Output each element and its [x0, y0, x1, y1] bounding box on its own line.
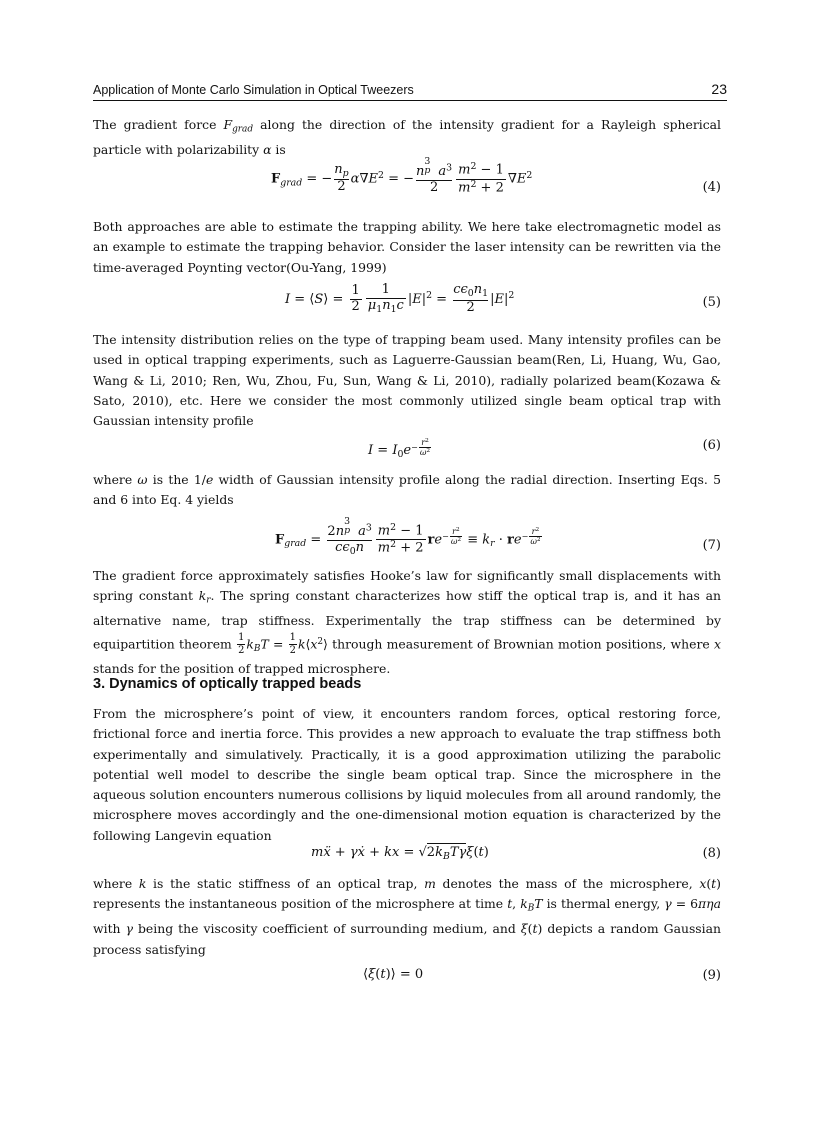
running-title: Application of Monte Carlo Simulation in Optical Tweezers	[93, 83, 414, 97]
equation-6-number: (6)	[702, 438, 721, 453]
paragraph-intensity-profiles: The intensity distribution relies on the type of trapping beam used. Many intensity profiles can be used in optical trapping experiments, such as Laguerre-Gaussian beam(Ren, Li, Huang, Wu, Gao, Wang & Li, 2010; Ren, Wu, Zhou, Fu, Sun, Wang & Li, 2010), radially polarized beam(Kozawa & Sato, 2010), etc. Here we consider the most commonly utilized single beam optical trap with Gaussian intensity profile	[93, 332, 721, 429]
page-number: 23	[711, 81, 727, 97]
paragraph-langevin-terms: where k is the static stiffness of an optical trap, m denotes the mass of the microsphere, x(t) represents the instantaneous position of the microsphere at time t, $k_BT$ is thermal energy, γ = 6πηa with γ being the viscosity coefficient of surrounding medium, and ξ(t) depicts a random Gaussian process satisfying	[93, 876, 721, 957]
running-header	[93, 80, 727, 101]
equation-7-number: (7)	[702, 538, 721, 553]
paragraph-gaussian-width: where ω is the 1/e width of Gaussian intensity profile along the radial direction. Inserting Eqs. 5 and 6 into Eq. 4 yields	[93, 472, 721, 508]
equation-9-number: (9)	[702, 968, 721, 983]
equation-7-body: $F_{grad}$ = 2n 3 p $a^3$ $c\epsilon_0n$ $\frac{m^2 - 1}{m^2 + 2}$ re− $\frac{r^2}{\omega^2}$ ≡ $k_r \cdot re-$ $\frac{r^2}{\omega^2}$	[275, 515, 541, 557]
equation-9-body: ⟨ξ(t)⟩ = 0	[363, 967, 424, 982]
section-heading: 3. Dynamics of optically trapped beads	[93, 676, 362, 692]
equation-9	[93, 964, 721, 994]
equation-8-number: (8)	[702, 846, 721, 861]
equation-6-body: $I = I_0e-$ $\frac{r^2}{\omega^2}$	[368, 438, 431, 460]
equation-5-body: I = ⟨S⟩ = $\frac{1}{2}$ $\frac{1}{\mu_1n_1c}$ $|E|^2$ = $\frac{c\epsilon_0n_1}{2}$ $|E|^2$	[285, 282, 515, 315]
equation-5-number: (5)	[702, 295, 721, 310]
equation-8-body: mẍ + γẋ + kx = $√2k_BT\gamma\xi(t)$	[311, 845, 489, 862]
equation-5	[93, 281, 721, 333]
paragraph-hookes-law: The gradient force approximately satisfies Hooke’s law for significantly small displacements with spring constant $k_r$. The spring constant characterizes how stiff the optical trap is, and it has an alternative name, trap stiffness. Experimentally the trap stiffness can be determined by equipartition theorem $\frac{1}{2}$ $k_BT$ = $\frac{1}{2}$ $k⟨x^2⟩$ through measurement of Brownian motion positions, where x stands for the position of trapped microsphere.	[93, 568, 721, 676]
paragraph-dynamics: From the microsphere’s point of view, it encounters random forces, optical restoring force, frictional force and inertia force. This provides a new approach to evaluate the trap stiffness both experimentally and simulatively. Practically, it is a good approximation utilizing the parabolic potential well model to describe the single beam optical trap. Since the microsphere in the aqueous solution encounters numerous collisions by liquid molecules from all around randomly, the microsphere moves accordingly and the one-dimensional motion equation is characterized by the following Langevin equation	[93, 706, 721, 843]
equation-4-number: (4)	[702, 180, 721, 195]
paragraph-gradient-force: The gradient force $F_{grad}$ along the direction of the intensity gradient for a Rayleigh spherical particle with polarizability α is	[93, 117, 721, 157]
equation-7	[93, 516, 721, 568]
equation-4	[93, 156, 721, 214]
equation-6	[93, 428, 721, 464]
paragraph-electromagnetic-model: Both approaches are able to estimate the trapping ability. We here take electromagnetic model as an example to estimate the trapping behavior. Consider the laser intensity can be rewritten via the time-averaged Poynting vector(Ou-Yang, 1999)	[93, 219, 721, 275]
equation-8	[93, 842, 721, 872]
equation-4-body: $F_{grad}$ = − $\frac{n_p}{2}$ $\alpha\nabla E^2$ = − n 3 p $a^3$ 2 $\frac{m^2 - 1}{m^2 + 2}$ $\nabla E^2$	[271, 156, 533, 196]
